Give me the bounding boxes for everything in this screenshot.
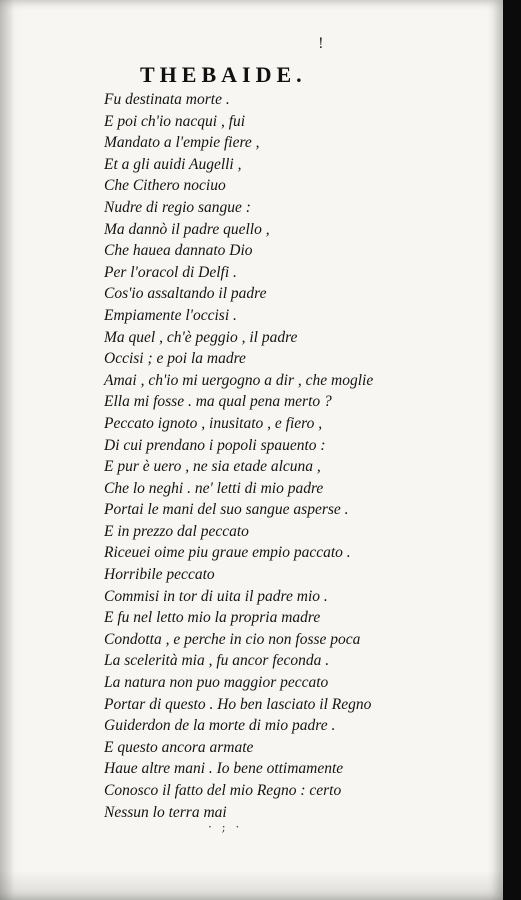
- verse-line: Ma quel , ch'è peggio , il padre: [104, 328, 298, 346]
- verse-line: Guiderdon de la morte di mio padre .: [104, 717, 336, 735]
- verse-line: Nessun lo terra mai: [104, 803, 227, 821]
- verse-line: Mandato a l'empie fiere ,: [104, 134, 260, 152]
- verse-line: Haue altre mani . Io bene ottimamente: [104, 760, 344, 778]
- page-bottom-shadow: [0, 870, 503, 900]
- verse-line: Portai le mani del suo sangue asperse .: [104, 501, 349, 519]
- verse-line: Occisi ; e poi la madre: [104, 350, 246, 368]
- verse-line: Peccato ignoto , inusitato , e fiero ,: [104, 414, 323, 432]
- stray-ink-marks: · ; ·: [208, 820, 243, 834]
- verse-line: Di cui prendano i popoli spauento :: [104, 436, 326, 454]
- verse-line: Riceuei oime piu graue empio paccato .: [104, 544, 351, 562]
- verse-line: La natura non puo maggior peccato: [104, 674, 329, 692]
- verse-line: Horribile peccato: [104, 566, 215, 584]
- verse-line: Che hauea dannato Dio: [104, 242, 253, 260]
- verse-line: La scelerità mia , fu ancor feconda .: [104, 652, 330, 670]
- verse-line: Empiamente l'occisi .: [104, 306, 237, 324]
- verse-line: Et a gli auidi Augelli ,: [104, 155, 242, 173]
- running-head: THEBAIDE.: [140, 62, 307, 87]
- verse-line: E poi ch'io nacqui , fui: [104, 112, 246, 130]
- verse-line: Cos'io assaltando il padre: [104, 285, 267, 303]
- verse-line: Commisi in tor di uita il padre mio .: [104, 587, 328, 605]
- verse-line: E in prezzo dal peccato: [104, 522, 249, 540]
- verse-line: Amai , ch'io mi uergogno a dir , che moglie: [104, 371, 374, 389]
- folio-mark: !: [318, 36, 324, 52]
- verse-line: Condotta , e perche in cio non fosse poca: [104, 630, 361, 648]
- verse-line: Per l'oracol di Delfi .: [104, 263, 237, 281]
- verse-line: E questo ancora armate: [104, 738, 254, 756]
- verse-line: Fu destinata morte .: [104, 91, 230, 108]
- binding-shadow: [0, 0, 14, 900]
- verse-lines: [104, 89, 504, 823]
- verse-line: Che Cithero nociuo: [104, 177, 226, 195]
- verse-line: Che lo neghi . ne' letti di mio padre: [104, 479, 324, 497]
- verse-line: Conosco il fatto del mio Regno : certo: [104, 782, 342, 799]
- verse-line: Ella mi fosse . ma qual pena merto ?: [104, 393, 332, 411]
- verse-line: Nudre di regio sangue :: [104, 198, 251, 216]
- verse-line: E fu nel letto mio la propria madre: [104, 609, 321, 627]
- verse-line: E pur è uero , ne sia etade alcuna ,: [104, 458, 321, 476]
- verse-line: Ma dannò il padre quello ,: [104, 220, 270, 238]
- verse-line: Portar di questo . Ho ben lasciato il Regno: [104, 695, 372, 713]
